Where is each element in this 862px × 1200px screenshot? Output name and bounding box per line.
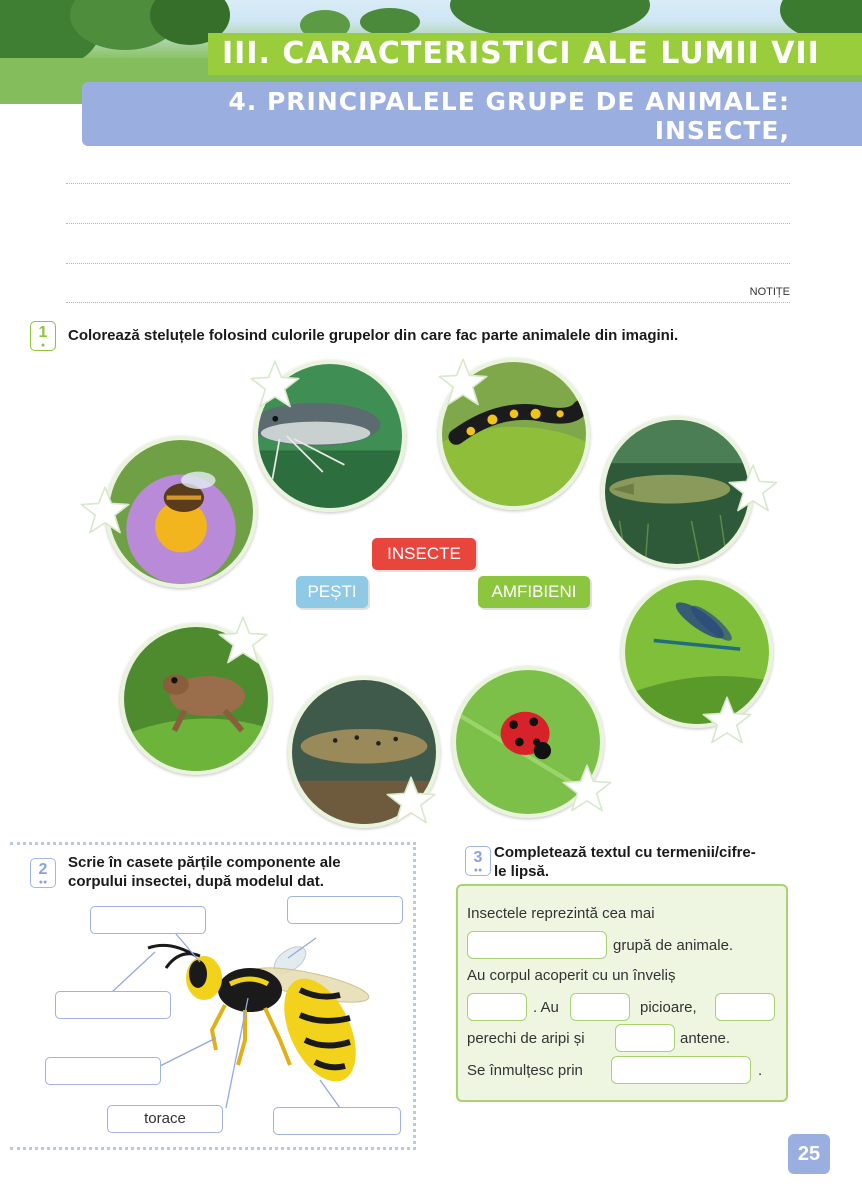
label-box-thorax: torace <box>107 1105 223 1133</box>
fill-box-legs-count[interactable] <box>570 993 630 1021</box>
star-ladybug[interactable] <box>560 762 614 816</box>
exercise-2-number: 2 <box>38 861 48 878</box>
fill-box-antennae-count[interactable] <box>615 1024 675 1052</box>
lesson-title <box>130 87 790 174</box>
star-pike[interactable] <box>726 462 780 516</box>
fill-box-wing-pairs[interactable] <box>715 993 775 1021</box>
group-label-insecte: INSECTE <box>372 538 476 570</box>
exercise-1-badge <box>30 321 56 351</box>
difficulty-dots: ● <box>40 342 46 349</box>
ex3-text-5: picioare, <box>640 999 697 1016</box>
fill-box-reproduction[interactable] <box>611 1056 751 1084</box>
star-trout[interactable] <box>384 774 438 828</box>
label-box-abdomen[interactable] <box>273 1107 401 1135</box>
chapter-title: III. CARACTERISTICI ALE LUMII VII <box>222 36 820 71</box>
lesson-title-line-1: 4. PRINCIPALELE GRUPE DE ANIMALE: INSECTE, <box>228 87 790 145</box>
exercise-2-instruction <box>68 853 408 891</box>
exercise-3-badge <box>465 846 491 876</box>
ex3-text-9: . <box>758 1062 763 1079</box>
fill-box-covering[interactable] <box>467 993 527 1021</box>
note-line[interactable] <box>66 183 790 184</box>
label-box-head[interactable] <box>90 906 206 934</box>
group-label-amfibieni: AMFIBIENI <box>478 576 590 608</box>
star-salamander[interactable] <box>436 356 490 410</box>
difficulty-dots: ●● <box>38 879 48 886</box>
ex3-text-3: Au corpul acoperit cu un înveliș <box>467 967 676 984</box>
fill-box-largest-group[interactable] <box>467 931 607 959</box>
lesson-title-line-2: PEȘTI, AMFIBIENI <box>529 145 790 174</box>
exercise-3-instruction-line-1: Completează textul cu termenii/cifre- <box>494 844 756 861</box>
exercise-3-instruction-line-2: le lipsă. <box>494 863 550 880</box>
note-line[interactable] <box>66 263 790 264</box>
star-frog[interactable] <box>216 614 270 668</box>
star-dragonfly[interactable] <box>700 694 754 748</box>
label-box-antennae[interactable] <box>55 991 171 1019</box>
note-line[interactable] <box>66 302 790 303</box>
difficulty-dots: ●● <box>473 867 483 874</box>
wasp-icon <box>148 941 371 1092</box>
page-number: 25 <box>788 1134 830 1174</box>
label-box-wings[interactable] <box>287 896 403 924</box>
notes-label: NOTIȚE <box>749 286 790 298</box>
ex3-text-8: Se înmulțesc prin <box>467 1062 583 1079</box>
exercise-1-number: 1 <box>38 324 48 341</box>
label-box-legs[interactable] <box>45 1057 161 1085</box>
exercise-3-instruction <box>494 843 814 881</box>
star-catfish[interactable] <box>248 358 302 412</box>
ex3-text-7: antene. <box>680 1030 731 1047</box>
ex3-text-4: . Au <box>533 999 559 1016</box>
note-line[interactable] <box>66 223 790 224</box>
ex3-text-2: grupă de animale. <box>613 937 734 954</box>
exercise-3-number: 3 <box>473 849 483 866</box>
group-label-pesti: PEȘTI <box>296 576 368 608</box>
exercise-2-instruction-line-1: Scrie în casete părțile componente ale <box>68 854 341 871</box>
exercise-2-badge <box>30 858 56 888</box>
ex3-text-1: Insectele reprezintă cea mai <box>467 905 655 922</box>
exercise-2-instruction-line-2: corpului insectei, după modelul dat. <box>68 873 324 890</box>
exercise-1-instruction: Colorează steluțele folosind culorile grupelor din care fac parte animalele din imagini. <box>68 327 679 344</box>
ex3-text-6: perechi de aripi și <box>467 1030 585 1047</box>
star-bee[interactable] <box>78 484 132 538</box>
